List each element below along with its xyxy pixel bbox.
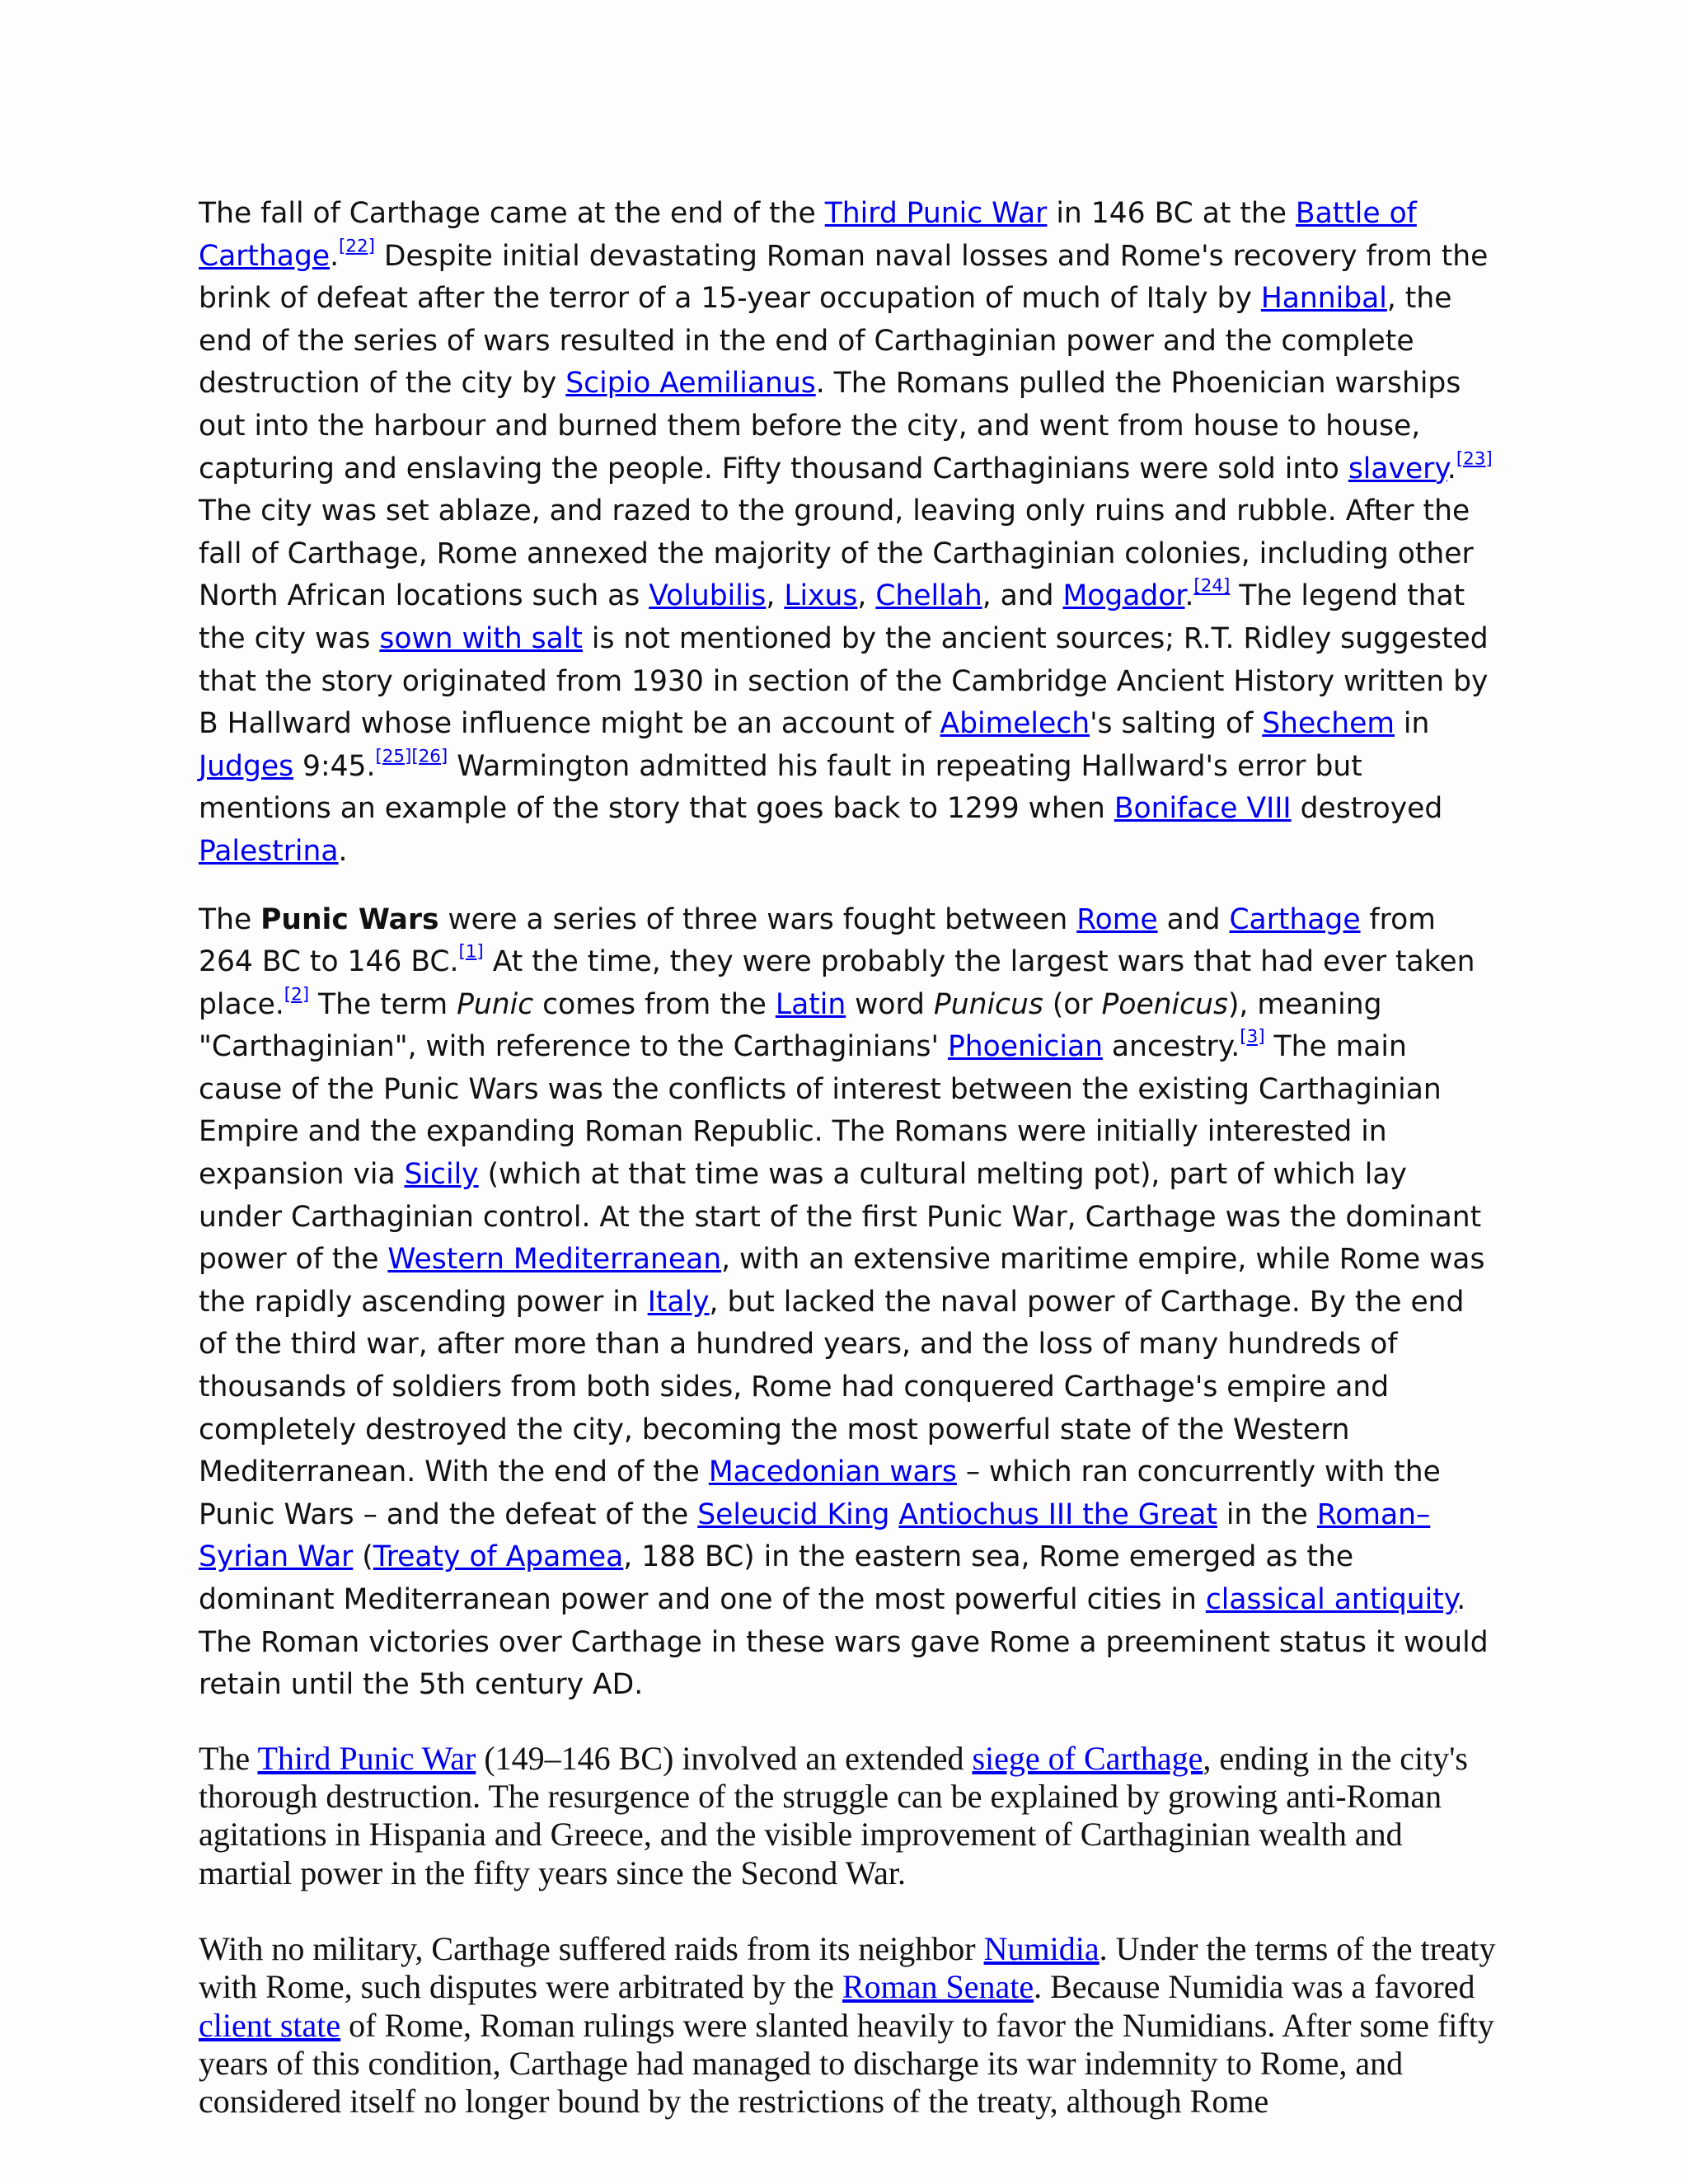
link-treaty-of-apamea[interactable]: Treaty of Apamea <box>373 1540 624 1574</box>
paragraph-punic-wars <box>199 899 1497 1707</box>
document-page <box>199 193 1497 2121</box>
text: . <box>1447 452 1456 485</box>
paragraph-fall-of-carthage <box>199 193 1497 874</box>
link-italy[interactable]: Italy <box>647 1285 710 1319</box>
text: The fall of Carthage came at the end of the <box>199 197 825 230</box>
text: . <box>1184 579 1194 613</box>
text: and <box>1157 902 1230 936</box>
text: The city was set ablaze, and razed to the ground, leaving only ruins and rubble. After the fall of Carthage, Rome annexed the majority of the Carthaginian colonies, including other North African locations such as <box>199 494 1474 613</box>
link-macedonian-wars[interactable]: Macedonian wars <box>708 1455 957 1489</box>
text: , with an extensive maritime empire, while Rome was the rapidly ascending power in <box>199 1243 1485 1319</box>
link-third-punic-war[interactable]: Third Punic War <box>824 197 1048 230</box>
text: word <box>846 987 934 1021</box>
text: , <box>857 579 876 613</box>
citation-link-2[interactable]: [2] <box>284 984 310 1005</box>
text: The term <box>309 987 457 1021</box>
text: (149–146 BC) involved an extended <box>476 1739 973 1777</box>
text: of Rome, Roman rulings were slanted heavily to favor the Numidians. After some fifty years of this condition, Carthage had managed to discharge its war indemnity to Rome, and considered itself no longer bound by the restrictions of the treaty, although Rome <box>199 2006 1494 2121</box>
text: , ending in the city's thorough destruction. The resurgence of the struggle can be explained by growing anti-Roman agitations in Hispania and Greece, and the visible improvement of Carthaginian wealth and martial power in the fifty years since the Second War. <box>199 1739 1468 1891</box>
text: The <box>199 902 261 936</box>
text: in the <box>1217 1497 1317 1531</box>
citation-link-3[interactable]: [3] <box>1240 1026 1265 1047</box>
text: is not mentioned by the ancient sources; R.T. Ridley suggested that the story originated from 1930 in section of the Cambridge Ancient History written by B Hallward whose influence might be an account of <box>199 621 1489 741</box>
text <box>889 1498 898 1531</box>
link-numidia[interactable]: Numidia <box>983 1929 1100 1967</box>
link-roman-senate[interactable]: Roman Senate <box>842 1968 1034 2006</box>
citation-2 <box>284 984 309 1005</box>
text: – which ran concurrently with the Punic Wars – and the defeat of the <box>199 1455 1441 1531</box>
text: With no military, Carthage suffered raids from its neighbor <box>199 1929 984 1967</box>
link-sicily[interactable]: Sicily <box>404 1158 479 1192</box>
link-boniface-viii[interactable]: Boniface VIII <box>1114 792 1292 826</box>
text: , 188 BC) in the eastern sea, Rome emerged as the dominant Mediterranean power and one of the most powerful cities in <box>199 1540 1354 1616</box>
link-carthage[interactable]: Carthage <box>1229 902 1361 936</box>
text: in <box>1394 707 1430 741</box>
link-lixus[interactable]: Lixus <box>784 579 858 613</box>
paragraph-numidia <box>199 1930 1497 2121</box>
text: 9:45. <box>293 749 376 783</box>
text: , but lacked the naval power of Carthage. By the end of the third war, after more than a hundred years, and the loss of many hundreds of thousands of soldiers from both sides, Rome had conquered Carthage's empire and completely destroyed the city, becoming the most powerful state of the Western Mediterranean. With the end of the <box>199 1285 1465 1489</box>
text: were a series of three wars fought between <box>438 902 1077 936</box>
citation-link-23[interactable]: [23] <box>1456 448 1493 469</box>
text: Warmington admitted his fault in repeating Hallward's error but mentions an example of the story that goes back to 1299 when <box>199 749 1362 826</box>
link-mogador[interactable]: Mogador <box>1062 579 1185 613</box>
citation-22 <box>339 236 375 256</box>
text: The legend that the city was <box>199 579 1465 655</box>
link-abimelech[interactable]: Abimelech <box>940 707 1090 741</box>
link-chellah[interactable]: Chellah <box>875 579 982 613</box>
link-siege-of-carthage[interactable]: siege of Carthage <box>972 1739 1203 1777</box>
link-phoenician[interactable]: Phoenician <box>947 1030 1103 1064</box>
text: , <box>766 579 785 613</box>
link-roman-syrian-war[interactable]: Roman–Syrian War <box>199 1497 1431 1574</box>
link-client-state[interactable]: client state <box>199 2006 341 2044</box>
text: . <box>330 239 340 273</box>
text: , and <box>982 579 1063 613</box>
text: . Because Numidia was a favored <box>1034 1968 1475 2006</box>
link-third-punic-war-2[interactable]: Third Punic War <box>257 1739 476 1777</box>
link-rome[interactable]: Rome <box>1076 902 1158 936</box>
italic-term-punicus: Punicus <box>933 987 1043 1021</box>
italic-term-poenicus: Poenicus <box>1101 987 1228 1021</box>
text: The <box>199 1739 258 1777</box>
link-latin[interactable]: Latin <box>775 987 846 1021</box>
link-judges[interactable]: Judges <box>199 749 294 783</box>
text: from 264 BC to 146 BC. <box>199 902 1436 979</box>
text: ancestry. <box>1102 1030 1240 1064</box>
paragraph-third-punic-war <box>199 1740 1497 1892</box>
bold-term-punic-wars: Punic Wars <box>260 902 439 936</box>
link-slavery[interactable]: slavery <box>1348 452 1447 485</box>
text: ( <box>353 1540 373 1574</box>
italic-term-punic: Punic <box>457 987 534 1021</box>
text: 's salting of <box>1090 707 1263 741</box>
text: . The Roman victories over Carthage in these wars gave Rome a preeminent status it would retain until the 5th century AD. <box>199 1583 1489 1702</box>
citation-3 <box>1240 1027 1264 1047</box>
text: . The Romans pulled the Phoenician warships out into the harbour and burned them before the city, and went from house to house, capturing and enslaving the people. Fifty thousand Carthaginians were sold into <box>199 367 1461 485</box>
text: The main cause of the Punic Wars was the conflicts of interest between the existing Carthaginian Empire and the expanding Roman Republic. The Romans were initially interested in expansion via <box>199 1030 1442 1192</box>
citation-link-26[interactable]: [26] <box>411 746 448 767</box>
link-battle-of-carthage[interactable]: Battle of Carthage <box>199 197 1417 273</box>
link-sown-with-salt[interactable]: sown with salt <box>379 621 583 655</box>
link-volubilis[interactable]: Volubilis <box>649 579 767 613</box>
citation-1 <box>458 941 483 962</box>
citation-link-25[interactable]: [25] <box>375 746 412 767</box>
text: , the end of the series of wars resulted in the end of Carthaginian power and the complete destruction of the city by <box>199 282 1452 401</box>
link-palestrina[interactable]: Palestrina <box>199 834 339 868</box>
link-classical-antiquity[interactable]: classical antiquity <box>1205 1583 1457 1616</box>
link-western-mediterranean[interactable]: Western Mediterranean <box>387 1243 722 1277</box>
text: . Under the terms of the treaty with Rome, such disputes were arbitrated by the <box>199 1929 1496 2006</box>
citation-link-24[interactable]: [24] <box>1193 575 1231 597</box>
link-shechem[interactable]: Shechem <box>1262 707 1395 741</box>
citation-link-22[interactable]: [22] <box>339 235 375 256</box>
link-hannibal[interactable]: Hannibal <box>1260 282 1387 316</box>
citation-25-26 <box>375 746 448 766</box>
link-seleucid-king[interactable]: Seleucid King <box>697 1497 890 1531</box>
text: Despite initial devastating Roman naval losses and Rome's recovery from the brink of defeat after the terror of a 15-year occupation of much of Italy by <box>199 239 1489 316</box>
text: (or <box>1043 987 1102 1021</box>
text: ), meaning "Carthaginian", with reference to the Carthaginians' <box>199 987 1382 1064</box>
link-scipio-aemilianus[interactable]: Scipio Aemilianus <box>565 367 816 401</box>
text: comes from the <box>533 987 776 1021</box>
text: . <box>338 834 348 868</box>
text: in 146 BC at the <box>1047 197 1296 230</box>
link-antiochus-iii[interactable]: Antiochus III the Great <box>898 1497 1217 1531</box>
citation-24 <box>1193 576 1230 597</box>
citation-23 <box>1456 448 1493 469</box>
text: (which at that time was a cultural melting pot), part of which lay under Carthaginian control. At the start of the first Punic War, Carthage was the dominant power of the <box>199 1158 1482 1277</box>
text: destroyed <box>1291 792 1443 826</box>
text: At the time, they were probably the largest wars that had ever taken place. <box>199 945 1475 1021</box>
citation-link-1[interactable]: [1] <box>458 941 484 963</box>
